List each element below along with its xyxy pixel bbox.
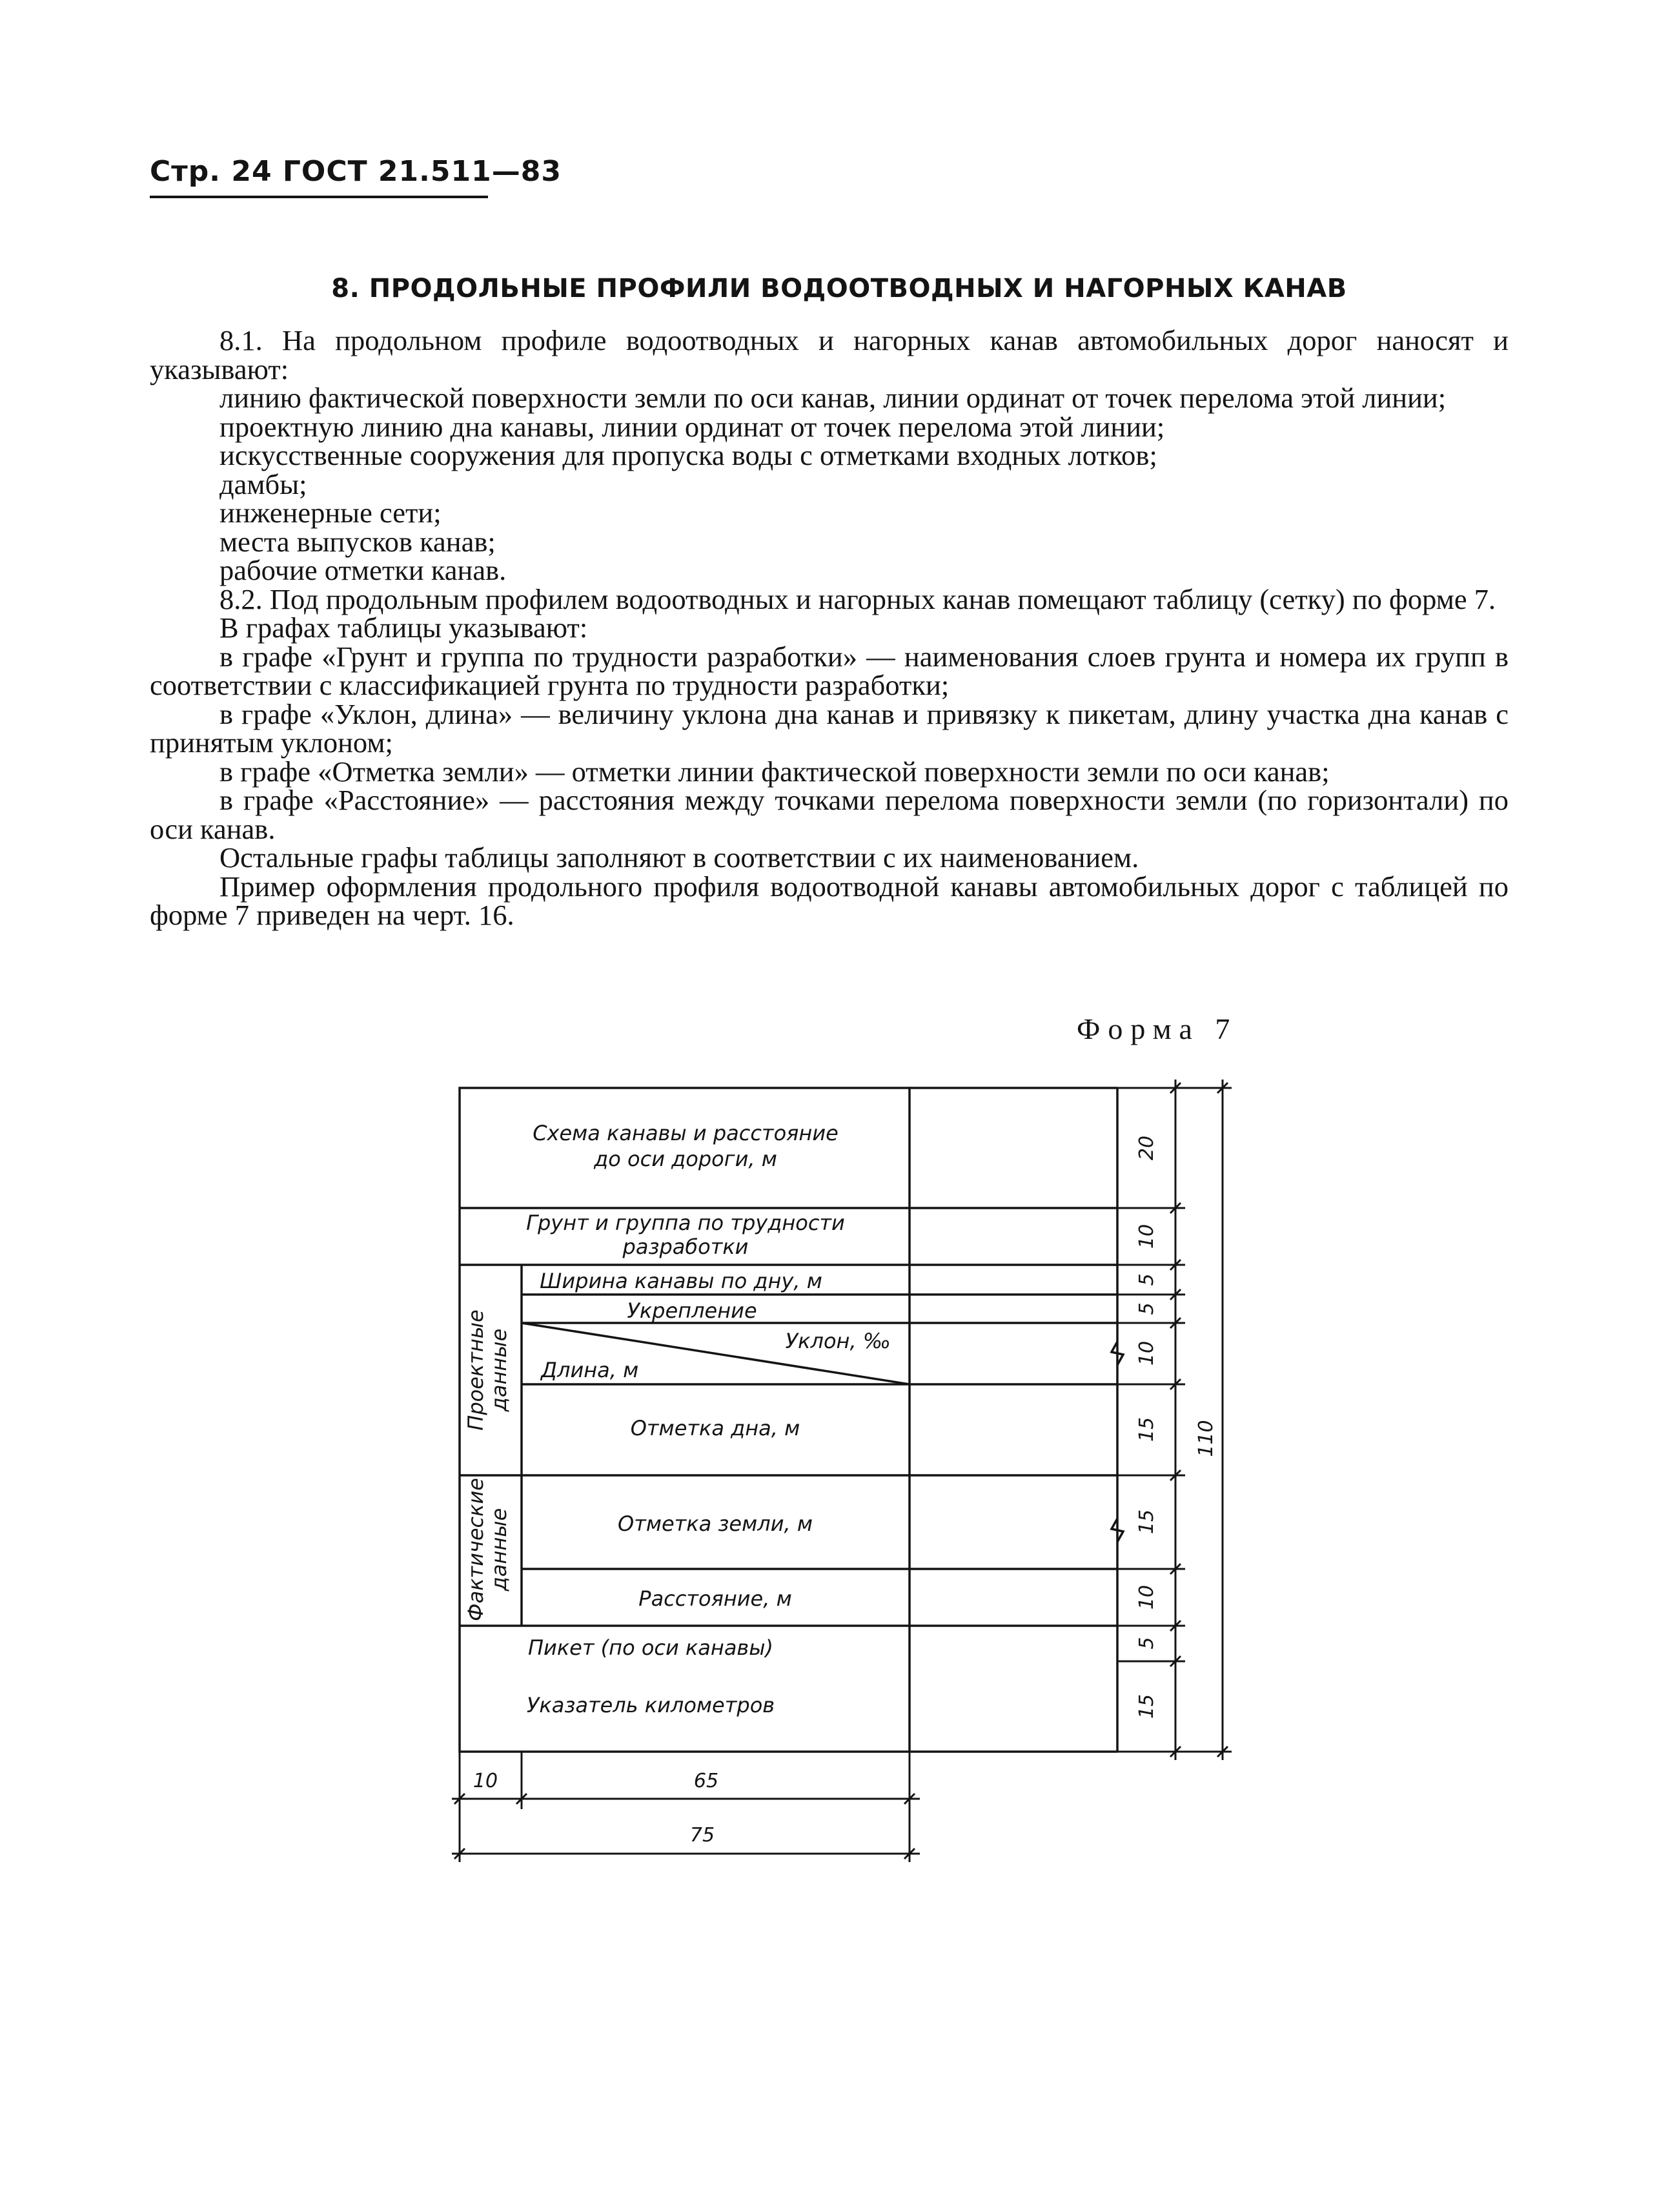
list-item: дамбы; <box>219 467 307 500</box>
row-label-bottom-mark: Отметка дна, м <box>630 1416 800 1440</box>
row-label-km-pointer: Указатель километров <box>526 1693 775 1717</box>
dim-total-height: 110 <box>1195 1420 1217 1457</box>
row-label-scheme: Схема канавы и расстояние <box>533 1121 838 1145</box>
paragraph-8-1: 8.1. На продольном профиле водоотводных и нагорных канав автомобильных дорог наносят и указывают: <box>150 324 1509 385</box>
paragraph: Пример оформления продольного профиля водоотводной канавы автомобильных дорог с таблицей по форме 7 приведен на черт. 16. <box>150 870 1509 931</box>
row-label-slope: Уклон, ‰ <box>785 1329 891 1353</box>
group-label-actual: Фактические <box>463 1478 488 1621</box>
row-label-soil-2: разработки <box>622 1234 749 1259</box>
dim-bottom-label-col: 65 <box>693 1770 719 1792</box>
list-item: рабочие отметки канав. <box>219 554 507 586</box>
dim-row-km: 15 <box>1135 1694 1158 1719</box>
dim-row-distance: 10 <box>1135 1584 1158 1610</box>
row-label-ground-mark: Отметка земли, м <box>618 1511 813 1536</box>
row-label-length: Длина, м <box>541 1358 639 1382</box>
dim-bottom-total: 75 <box>689 1824 715 1847</box>
list-item: искусственные сооружения для пропуска воды с отметками входных лотков; <box>219 439 1157 471</box>
section-title: 8. ПРОДОЛЬНЫЕ ПРОФИЛИ ВОДООТВОДНЫХ И НАГОРНЫХ КАНАВ <box>331 274 1347 303</box>
list-item: места выпусков канав; <box>219 525 496 558</box>
list-item: проектную линию дна канавы, линии ординат от точек перелома этой линии; <box>219 410 1165 443</box>
right-dimensions <box>1117 1080 1232 1760</box>
paragraph-8-2: 8.2. Под продольным профилем водоотводных и нагорных канав помещают таблицу (сетку) по форме 7. <box>219 582 1496 615</box>
list-item: линию фактической поверхности земли по оси канав, линии ординат от точек перелома этой линии; <box>219 382 1447 414</box>
page-header: Стр. 24 ГОСТ 21.511—83 <box>150 155 562 188</box>
row-label-scheme-2: до оси дороги, м <box>594 1147 777 1171</box>
dim-row-width: 5 <box>1135 1273 1158 1286</box>
group-label-actual-2: данные <box>487 1508 511 1592</box>
bottom-dimensions <box>452 1752 920 1862</box>
group-label-design-2: данные <box>487 1328 511 1412</box>
row-label-reinforcement: Укрепление <box>627 1298 757 1323</box>
dim-row-scheme: 20 <box>1135 1135 1158 1161</box>
dim-row-bottom: 15 <box>1135 1417 1158 1442</box>
group-label-design: Проектные <box>463 1309 488 1431</box>
dim-row-slope: 10 <box>1135 1340 1158 1366</box>
paragraph: В графах таблицы указывают: <box>219 611 588 644</box>
paragraph: в графе «Уклон, длина» — величину уклона дна канав и привязку к пикетам, длину участка дна канав с принятым уклоном; <box>150 697 1509 759</box>
paragraph: Остальные графы таблицы заполняют в соответствии с их наименованием. <box>219 841 1139 874</box>
form-label: Форма 7 <box>1077 1012 1238 1045</box>
list-item: инженерные сети; <box>219 497 442 529</box>
row-label-distance: Расстояние, м <box>638 1586 792 1611</box>
paragraph: в графе «Отметка земли» — отметки линии фактической поверхности земли по оси канав; <box>219 755 1330 788</box>
paragraph: в графе «Грунт и группа по трудности разработки» — наименования слоев грунта и номера их групп в соответствии с классификацией грунта по трудности разработки; <box>150 640 1509 701</box>
row-label-soil: Грунт и группа по трудности <box>526 1211 845 1235</box>
row-label-picket: Пикет (по оси канавы) <box>527 1635 774 1660</box>
dim-row-soil: 10 <box>1135 1224 1158 1249</box>
row-label-width: Ширина канавы по дну, м <box>540 1269 822 1293</box>
paragraph: в графе «Расстояние» — расстояния между точками перелома поверхности земли (по горизонтали) по оси канав. <box>150 784 1509 845</box>
dim-row-ground: 15 <box>1135 1509 1158 1535</box>
dim-row-reinforcement: 5 <box>1135 1302 1158 1315</box>
dim-bottom-group-col: 10 <box>473 1770 498 1792</box>
dim-row-picket: 5 <box>1135 1637 1158 1650</box>
